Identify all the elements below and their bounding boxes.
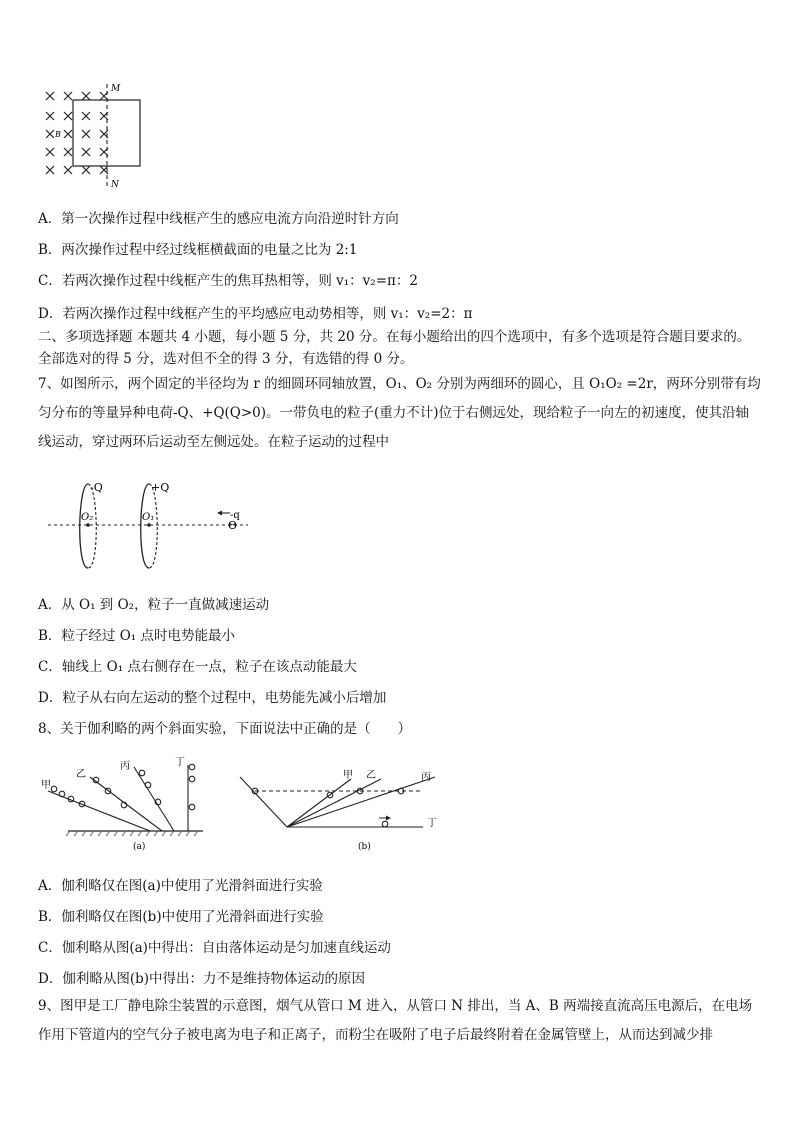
label-a-yi: 乙 <box>76 769 86 780</box>
ball-velocity-arrow-icon <box>379 816 391 821</box>
label-particle-charge: -q <box>230 510 240 521</box>
q7-option-a: A．从 O₁ 到 O₂，粒子一直做减速运动 <box>38 597 270 613</box>
q8-stem: 8、关于伽利略的两个斜面实验，下面说法中正确的是（ ） <box>38 721 412 737</box>
q6-option-c: C．若两次操作过程中线框产生的焦耳热相等，则 v₁：v₂=π：2 <box>38 273 418 289</box>
q6-option-b: B．两次操作过程中经过线框横截面的电量之比为 2:1 <box>38 242 358 258</box>
caption-b: (b) <box>358 842 371 852</box>
incline-b-bing <box>287 777 435 827</box>
label-a-bing: 丙 <box>120 761 130 772</box>
label-left-center: O₂ <box>81 512 94 523</box>
label-a-ding: 丁 <box>175 757 185 768</box>
q7-option-b: B．粒子经过 O₁ 点时电势能最小 <box>38 628 235 644</box>
q7-stem: 7、如图所示，两个固定的半径均为 r 的细圆环同轴放置，O₁、O₂ 分别为两细环的圆心，且 O₁O₂ =2r，两环分别带有均匀分布的等量异种电荷-Q、+Q(Q>0)。一带负电的粒子(重力不计)位于右侧远处，现给粒子一向左的初速度，使其沿轴线运动，穿过两环后运动至左侧远处。在粒子运动的过程中 <box>38 376 761 450</box>
label-left-charge: -Q <box>90 481 103 494</box>
label-b: B <box>55 130 61 139</box>
left-incline <box>240 777 287 827</box>
incline-figure-b <box>235 765 445 853</box>
incline-b-jia <box>287 779 351 827</box>
label-b-jia: 甲 <box>343 770 353 781</box>
velocity-arrow-icon <box>217 511 230 516</box>
q6-option-a: A．第一次操作过程中线框产生的感应电流方向沿逆时针方向 <box>38 211 399 227</box>
section2-heading: 二、多项选择题 本题共 4 小题，每小题 5 分，共 20 分。在每小题给出的四个选项中，有多个选项是符合题目要求的。全部选对的得 5 分，选对但不全的得 3 分，有选错的得 0 分。 <box>38 329 751 367</box>
incline-bing <box>134 767 174 831</box>
q8-option-a: A．伽利略仅在图(a)中使用了光滑斜面进行实验 <box>38 878 323 894</box>
incline-figure-a <box>38 755 208 855</box>
q8-option-c: C．伽利略从图(a)中得出：自由落体运动是匀加速直线运动 <box>38 940 391 956</box>
label-b-ding: 丁 <box>427 818 437 829</box>
ground-hatch <box>66 831 203 836</box>
ring-charges-figure <box>48 478 258 574</box>
label-a-jia: 甲 <box>41 780 51 791</box>
label-m: M <box>111 84 121 94</box>
label-b-bing: 丙 <box>421 772 431 783</box>
q8-option-d: D．伽利略从图(b)中得出：力不是维持物体运动的原因 <box>38 971 365 987</box>
right-center-dot <box>147 523 151 527</box>
caption-a: (a) <box>133 842 146 852</box>
q7-option-d: D．粒子从右向左运动的整个过程中，电势能先减小后增加 <box>38 690 387 706</box>
q7-option-c: C．轴线上 O₁ 点右侧存在一点，粒子在该点动能最大 <box>38 659 357 675</box>
left-center-dot <box>86 523 90 527</box>
magnetic-field-figure <box>40 80 160 190</box>
incline-b-yi <box>287 779 381 827</box>
q8-option-b: B．伽利略仅在图(b)中使用了光滑斜面进行实验 <box>38 909 324 925</box>
particle-symbol: Θ <box>228 519 238 532</box>
label-n: N <box>111 180 119 190</box>
q9-stem: 9、图甲是工厂静电除尘装置的示意图，烟气从管口 M 进入，从管口 N 排出，当 A、B 两端接直流高压电源后，在电场作用下管道内的空气分子被电离为电子和正离子，而粉尘在吸附了电子后最终附着在金属管壁上，从而达到减少排 <box>38 998 753 1043</box>
label-right-center: O₁ <box>142 512 155 523</box>
label-b-yi: 乙 <box>366 770 376 781</box>
label-right-charge: +Q <box>151 481 170 494</box>
q6-option-d: D．若两次操作过程中线框产生的平均感应电动势相等，则 v₁：v₂=2：π <box>38 306 473 322</box>
